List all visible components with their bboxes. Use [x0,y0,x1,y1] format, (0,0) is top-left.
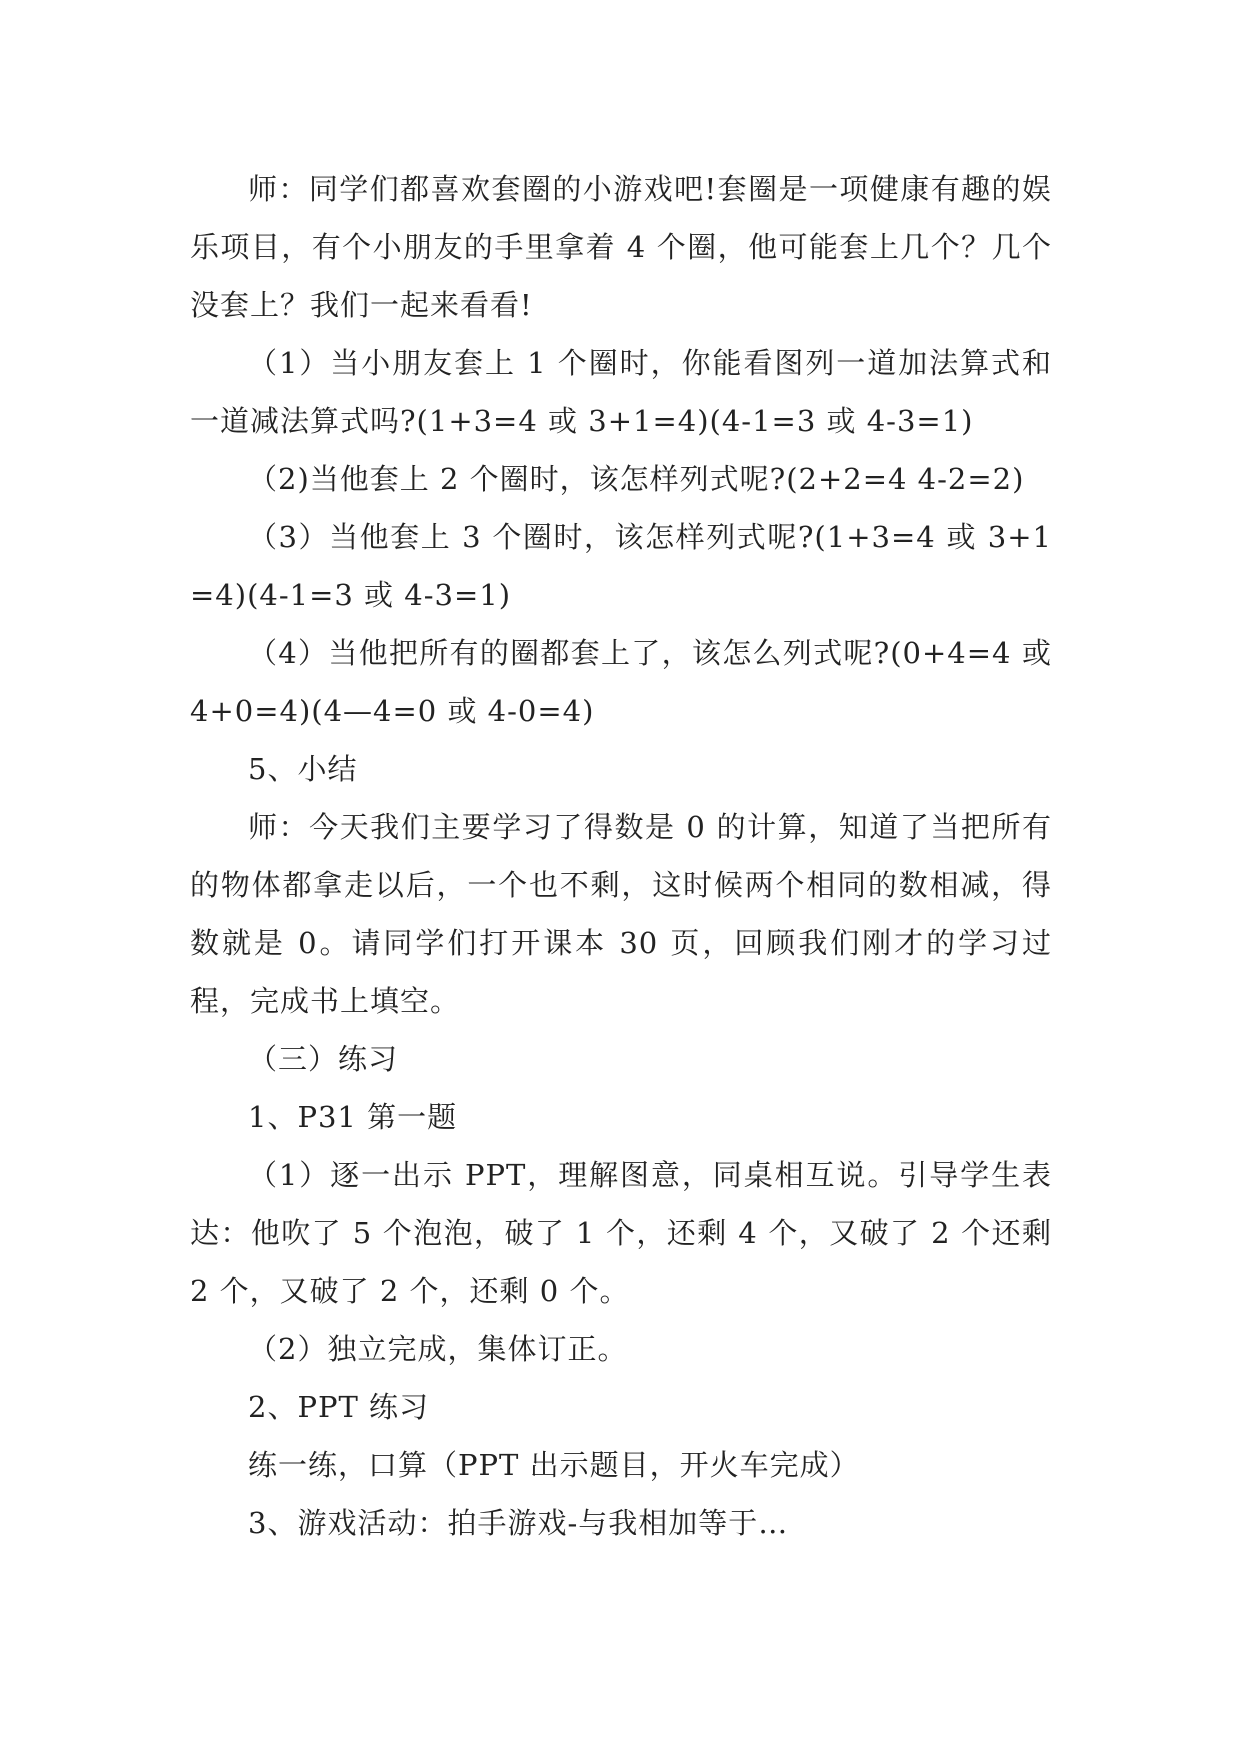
paragraph-exercise-1-step-1: （1）逐一出示 PPT，理解图意，同桌相互说。引导学生表达：他吹了 5 个泡泡，破了 1 个，还剩 4 个，又破了 2 个还剩 2 个，又破了 2 个，还剩 0 个。 [190,1158,1052,1308]
paragraph-intro: 师：同学们都喜欢套圈的小游戏吧!套圈是一项健康有趣的娱乐项目，有个小朋友的手里拿着 4 个圈，他可能套上几个？几个没套上？我们一起来看看! [190,172,1052,322]
heading-exercise-2: 2、PPT 练习 [248,1390,430,1424]
paragraph-summary: 师：今天我们主要学习了得数是 0 的计算，知道了当把所有的物体都拿走以后，一个也不剩，这时候两个相同的数相减，得数就是 0。请同学们打开课本 30 页，回顾我们刚才的学习过程，完成书上填空。 [190,810,1052,1018]
heading-exercise-1: 1、P31 第一题 [248,1100,458,1134]
paragraph-exercise-2: 练一练，口算（PPT 出示题目，开火车完成） [248,1448,860,1482]
heading-practice: （三）练习 [248,1042,399,1076]
heading-exercise-3: 3、游戏活动：拍手游戏-与我相加等于… [248,1506,789,1540]
document-body [190,160,1052,1552]
paragraph-exercise-1-step-2: （2）独立完成，集体订正。 [248,1332,628,1366]
paragraph-question-1: （1）当小朋友套上 1 个圈时，你能看图列一道加法算式和一道减法算式吗?(1+3=4 或 3+1=4)(4-1=3 或 4-3=1) [190,346,1052,438]
paragraph-question-3: （3）当他套上 3 个圈时，该怎样列式呢?(1+3=4 或 3+1=4)(4-1=3 或 4-3=1) [190,520,1052,612]
paragraph-question-4: （4）当他把所有的圈都套上了，该怎么列式呢?(0+4=4 或 4+0=4)(4—4=0 或 4-0=4) [190,636,1052,728]
paragraph-question-2: （2)当他套上 2 个圈时，该怎样列式呢?(2+2=4 4-2=2) [248,462,1025,496]
heading-summary: 5、小结 [248,752,358,786]
